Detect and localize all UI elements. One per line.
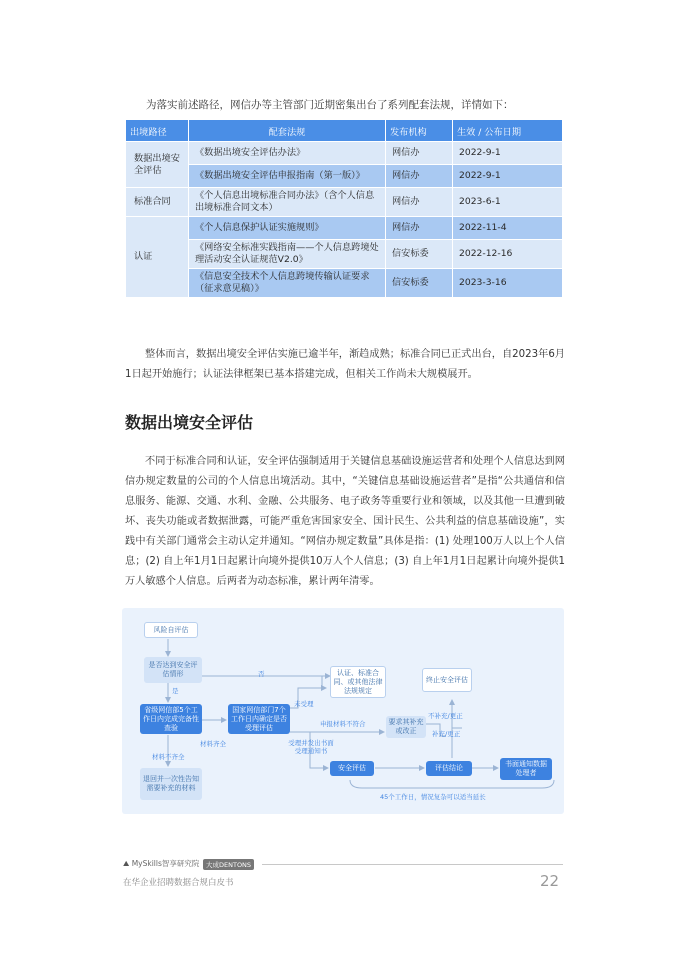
footer-divider <box>262 864 563 865</box>
footer-logo <box>123 858 199 869</box>
regulations-table <box>125 119 563 298</box>
label-not-accepted: 未受理 <box>294 700 314 708</box>
col-date: 生效 / 公布日期 <box>453 120 563 142</box>
flow-box-written-notice: 书面通知数据处理者 <box>500 758 552 780</box>
org-cell: 信安标委 <box>386 269 453 298</box>
table-row <box>126 165 563 188</box>
date-cell: 2022-9-1 <box>453 165 563 188</box>
col-regulation: 配套法规 <box>189 120 386 142</box>
col-path: 出境路径 <box>126 120 189 142</box>
table-row <box>126 240 563 269</box>
flow-box-provincial-check: 省级网信部5个工作日内完成完备性查验 <box>140 704 202 734</box>
label-correction: 补充/更正 <box>432 730 461 738</box>
dentons-logo: 大成DENTONS <box>203 859 254 870</box>
flow-box-conclusion: 评估结论 <box>426 761 472 776</box>
label-45-days: 45个工作日，情况复杂可以适当延长 <box>380 793 486 801</box>
regulation-cell: 《数据出境安全评估办法》 <box>189 142 386 165</box>
org-cell: 网信办 <box>386 165 453 188</box>
mountain-icon: ⛰ <box>123 859 130 868</box>
label-incomplete: 材料不齐全 <box>152 753 185 761</box>
date-cell: 2023-6-1 <box>453 188 563 217</box>
regulation-cell: 《个人信息保护认证实施规则》 <box>189 217 386 240</box>
org-cell: 网信办 <box>386 188 453 217</box>
date-cell: 2022-9-1 <box>453 142 563 165</box>
label-accepted: 受理并发出书面受理通知书 <box>288 739 334 755</box>
regulation-cell: 《个人信息出境标准合同办法》（含个人信息出境标准合同文本） <box>189 188 386 217</box>
flow-box-security-assessment: 安全评估 <box>330 761 374 776</box>
org-cell: 网信办 <box>386 217 453 240</box>
table-header-row <box>126 120 563 142</box>
org-cell: 网信办 <box>386 142 453 165</box>
category-cell: 标准合同 <box>126 188 189 217</box>
col-org: 发布机构 <box>386 120 453 142</box>
table-row <box>126 188 563 217</box>
regulation-cell: 《网络安全标准实践指南——个人信息跨境处理活动安全认证规范V2.0》 <box>189 240 386 269</box>
org-cell: 信安标委 <box>386 240 453 269</box>
label-nonconforming: 申报材料不符合 <box>320 720 366 728</box>
label-yes: 是 <box>172 687 179 695</box>
regulation-cell: 《数据出境安全评估申报指南（第一版）》 <box>189 165 386 188</box>
date-cell: 2022-11-4 <box>453 217 563 240</box>
section-heading: 数据出境安全评估 <box>125 413 254 432</box>
label-complete: 材料齐全 <box>200 740 226 748</box>
flow-box-return-materials: 退回并一次性告知需要补充的材料 <box>140 768 202 800</box>
flow-box-threshold-check: 是否达到安全评估情形 <box>144 657 202 683</box>
label-no-correction: 不补充/更正 <box>428 712 463 720</box>
flowchart <box>122 608 564 814</box>
date-cell: 2023-3-16 <box>453 269 563 298</box>
flow-box-other-routes: 认证、标准合同、或其他法律法规规定 <box>330 666 386 698</box>
logo-text: MySkills智享研究院 <box>131 859 200 868</box>
table-row <box>126 217 563 240</box>
flow-box-require-correction: 要求其补充或改正 <box>386 716 426 738</box>
date-cell: 2022-12-16 <box>453 240 563 269</box>
summary-paragraph: 整体而言，数据出境安全评估实施已逾半年，渐趋成熟；标准合同已正式出台，自2023年6月1日起开始施行；认证法律框架已基本搭建完成，但相关工作尚未大规模展开。 <box>125 349 565 380</box>
label-no: 否 <box>258 670 265 678</box>
flow-box-self-assessment: 风险自评估 <box>144 622 198 638</box>
table-row <box>126 269 563 298</box>
footer-title: 在华企业招聘数据合规白皮书 <box>123 878 234 888</box>
body-paragraph: 不同于标准合同和认证，安全评估强制适用于关键信息基础设施运营者和处理个人信息达到网信办规定数量的公司的个人信息出境活动。其中，“关键信息基础设施运营者”是指“公共通信和信息服务、能源、交通、水利、金融、公共服务、电子政务等重要行业和领域，以及其他一旦遭到破坏、丧失功能或者数据泄露，可能严重危害国家安全、国计民生、公共利益的信息基础设施”，实践中有关部门通常会主动认定并通知。“网信办规定数量”具体是指：(1) 处理100万人以上个人信息；(2) 自上年1月1日起累计向境外提供10万人个人信息；(3) 自上年1月1日起累计向境外提供1万人敏感个人信息。后两者为动态标准，累计两年清零。 <box>125 456 565 587</box>
flow-box-terminate: 终止安全评估 <box>422 668 472 692</box>
intro-text: 为落实前述路径，网信办等主管部门近期密集出台了系列配套法规，详情如下： <box>146 99 514 111</box>
category-cell: 数据出境安全评估 <box>126 142 189 188</box>
flow-box-national-acceptance: 国家网信部门7个工作日内确定是否受理评估 <box>228 704 290 734</box>
regulation-cell: 《信息安全技术个人信息跨境传输认证要求（征求意见稿）》 <box>189 269 386 298</box>
table-row <box>126 142 563 165</box>
page-number: 22 <box>540 872 560 890</box>
category-cell: 认证 <box>126 217 189 298</box>
